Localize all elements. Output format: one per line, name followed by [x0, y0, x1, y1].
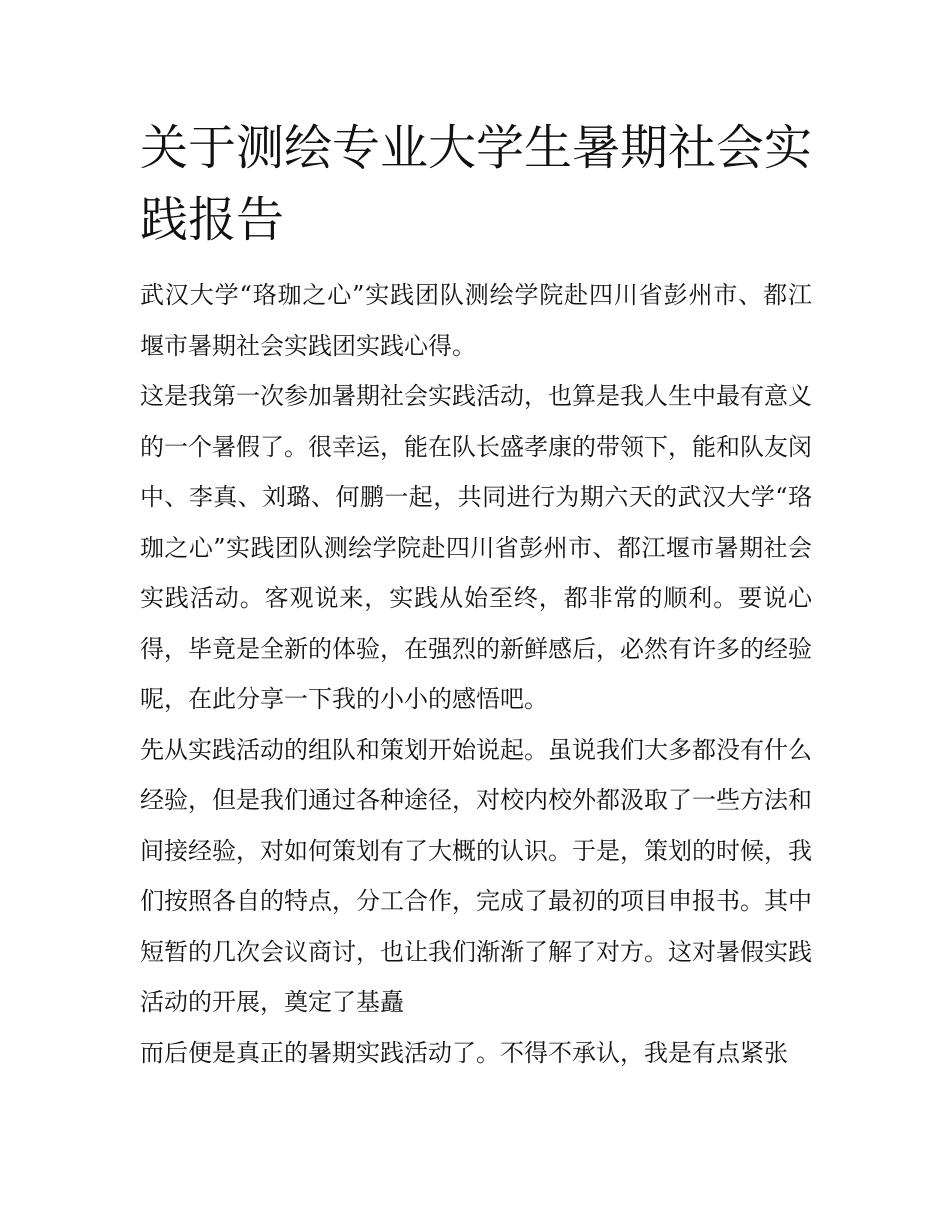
paragraph-intro: 武汉大学“珞珈之心”实践团队测绘学院赴四川省彭州市、都江堰市暑期社会实践团实践心得。 [140, 281, 812, 360]
document-page [140, 112, 812, 1078]
paragraph-first-experience: 这是我第一次参加暑期社会实践活动，也算是我人生中最有意义的一个暑假了。很幸运，能在队长盛孝康的带领下，能和队友闵中、李真、刘璐、何鹏一起，共同进行为期六天的武汉大学“珞珈之心”实践团队测绘学院赴四川省彭州市、都江堰市暑期社会实践活动。客观说来，实践从始至终，都非常的顺利。要说心得，毕竟是全新的体验，在强烈的新鲜感后，必然有许多的经验呢，在此分享一下我的小小的感悟吧。 [140, 382, 812, 713]
paragraph-activity: 而后便是真正的暑期实践活动了。不得不承认，我是有点紧张 [140, 1038, 788, 1067]
paragraph-planning: 先从实践活动的组队和策划开始说起。虽说我们大多都没有什么经验，但是我们通过各种途径，对校内校外都汲取了一些方法和间接经验，对如何策划有了大概的认识。于是，策划的时候，我们按照各自的特点，分工合作，完成了最初的项目申报书。其中短暂的几次会议商讨，也让我们渐渐了解了对方。这对暑假实践活动的开展，奠定了基矗 [140, 735, 812, 1016]
document-title: 关于测绘专业大学生暑期社会实践报告 [140, 120, 813, 248]
